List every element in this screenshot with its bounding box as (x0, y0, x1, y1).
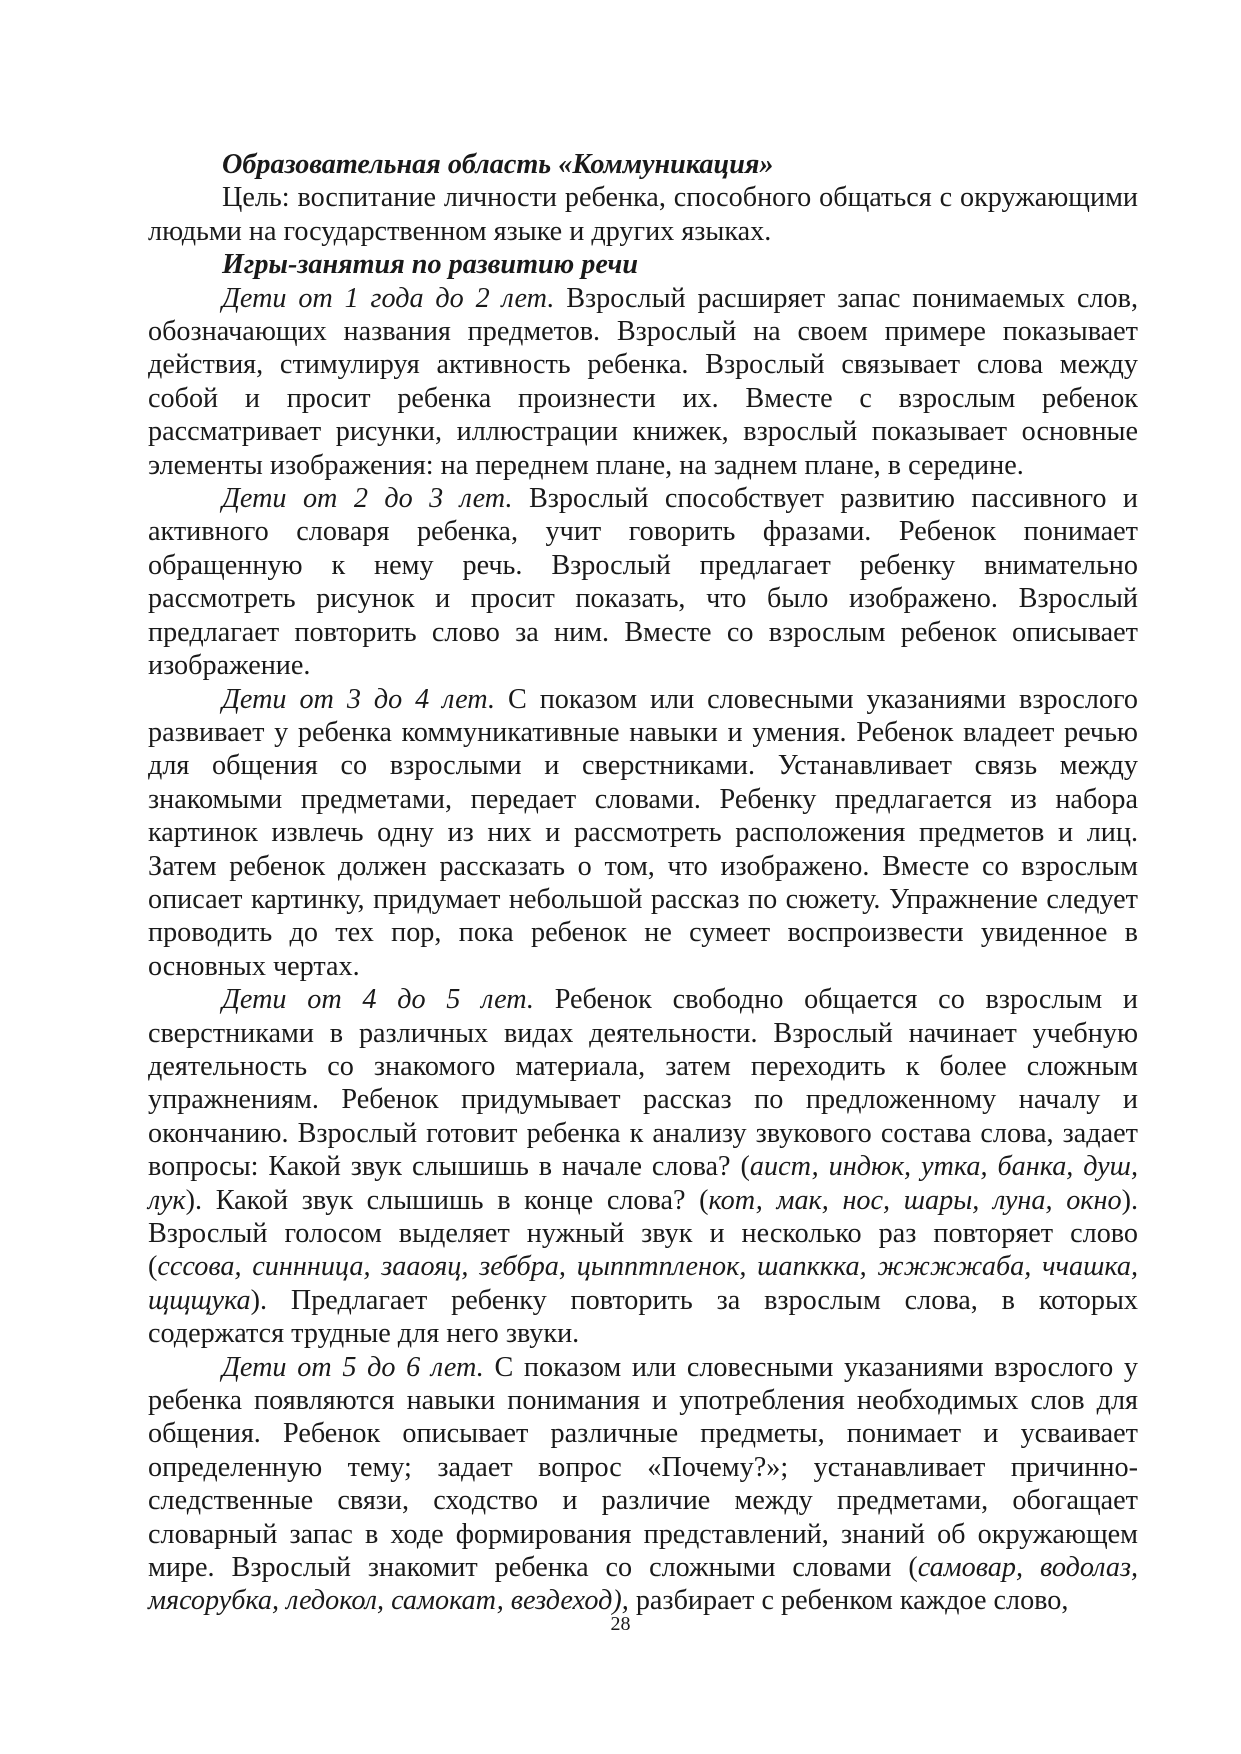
section-title: Образовательная область «Коммуникация» (222, 149, 774, 180)
document-page (148, 148, 1138, 1618)
age-group-label: Дети от 1 года до 2 лет. (222, 282, 555, 314)
subsection-title: Игры-занятия по развитию речи (222, 249, 638, 281)
paragraph-text: ). Предлагает ребенку повторить за взрослым слова, в которых содержатся трудные для него звуки. (148, 1284, 1138, 1350)
age-group-label: Дети от 3 до 4 лет. (222, 683, 496, 715)
paragraph-text: ). Какой звук слышишь в конце слова? ( (185, 1184, 709, 1216)
paragraph-text: Взрослый расширяет запас понимаемых слов, обозначающих названия предметов. Взрослый на своем примере показывает действия, стимулируя активность ребенка. Взрослый связывает слова между собой и просит ребенка произнести их. Вместе с взрослым ребенок рассматривает рисунки, иллюстрации книжек, взрослый показывает основные элементы изображения: на переднем плане, на заднем плане, в середине. (148, 282, 1138, 481)
paragraph-text: Ребенок свободно общается со взрослым и сверстниками в различных видах деятельности. Взрослый начинает учебную деятельность со знакомого материала, затем переходить к более сложным упражнениям. Ребенок придумывает рассказ по предложенному началу и окончанию. Взрослый готовит ребенка к анализу звукового состава слова, задает вопросы: Какой звук слышишь в начале слова? ( (148, 984, 1138, 1183)
paragraph-text: разбирает с ребенком каждое слово, (628, 1585, 1069, 1617)
paragraph-text: Взрослый способствует развитию пассивного и активного словаря ребенка, учит говорить фразами. Ребенок понимает обращенную к нему речь. Взрослый предлагает ребенку внимательно рассмотреть рисунок и просит показать, что было изображено. Взрослый предлагает повторить слово за ним. Вместе со взрослым ребенок описывает изображение. (148, 483, 1138, 682)
page-number: 28 (610, 1613, 631, 1635)
paragraph-age-5-6 (148, 1351, 1138, 1618)
example-words: аист, индюк, утка, банка, душ, лук (148, 1151, 1138, 1216)
example-words: кот, мак, нос, шары, луна, окно (708, 1184, 1122, 1216)
paragraph-text: С показом или словесными указаниями взрослого у ребенка появляются навыки понимания и употребления необходимых слов для общения. Ребенок описывает различные предметы, понимает и усваивает определенную тему; задает вопрос «Почему?»; устанавливает причинно-следственные связи, сходство и различие между предметами, обогащает словарный запас в ходе формирования представлений, знаний об окружающем мире. Взрослый знакомит ребенка со сложными словами ( (148, 1351, 1138, 1584)
age-group-label: Дети от 4 до 5 лет. (222, 984, 534, 1016)
example-words: сссова, синнница, зааояц, зеббра, цыпптпленок, шапккка, жжжжаба, ччашка, щщщука (148, 1251, 1138, 1316)
example-words: самовар, водолаз, мясорубка, ледокол, самокат, вездеход), (148, 1552, 1138, 1617)
paragraph-age-1-2 (148, 282, 1138, 482)
age-group-label: Дети от 5 до 6 лет. (222, 1351, 484, 1383)
paragraph-age-3-4 (148, 683, 1138, 984)
paragraph-text: С показом или словесными указаниями взрослого развивает у ребенка коммуникативные навыки и умения. Ребенок владеет речью для общения со взрослыми и сверстниками. Устанавливает связь между знакомыми предметами, передает словами. Ребенку предлагается из набора картинок извлечь одну из них и рассмотреть расположения предметов и лиц. Затем ребенок должен рассказать о том, что изображено. Вместе со взрослым описает картинку, придумает небольшой рассказ по сюжету. Упражнение следует проводить до тех пор, пока ребенок не сумеет воспроизвести увиденное в основных чертах. (148, 683, 1138, 982)
paragraph-age-4-5 (148, 983, 1138, 1350)
goal-paragraph: Цель: воспитание личности ребенка, способного общаться с окружающими людьми на государственном языке и других языках. (148, 182, 1138, 247)
paragraph-text: ). Взрослый голосом выделяет нужный звук и несколько раз повторяет слово ( (148, 1184, 1138, 1283)
age-group-label: Дети от 2 до 3 лет. (222, 483, 513, 515)
paragraph-age-2-3 (148, 482, 1138, 682)
